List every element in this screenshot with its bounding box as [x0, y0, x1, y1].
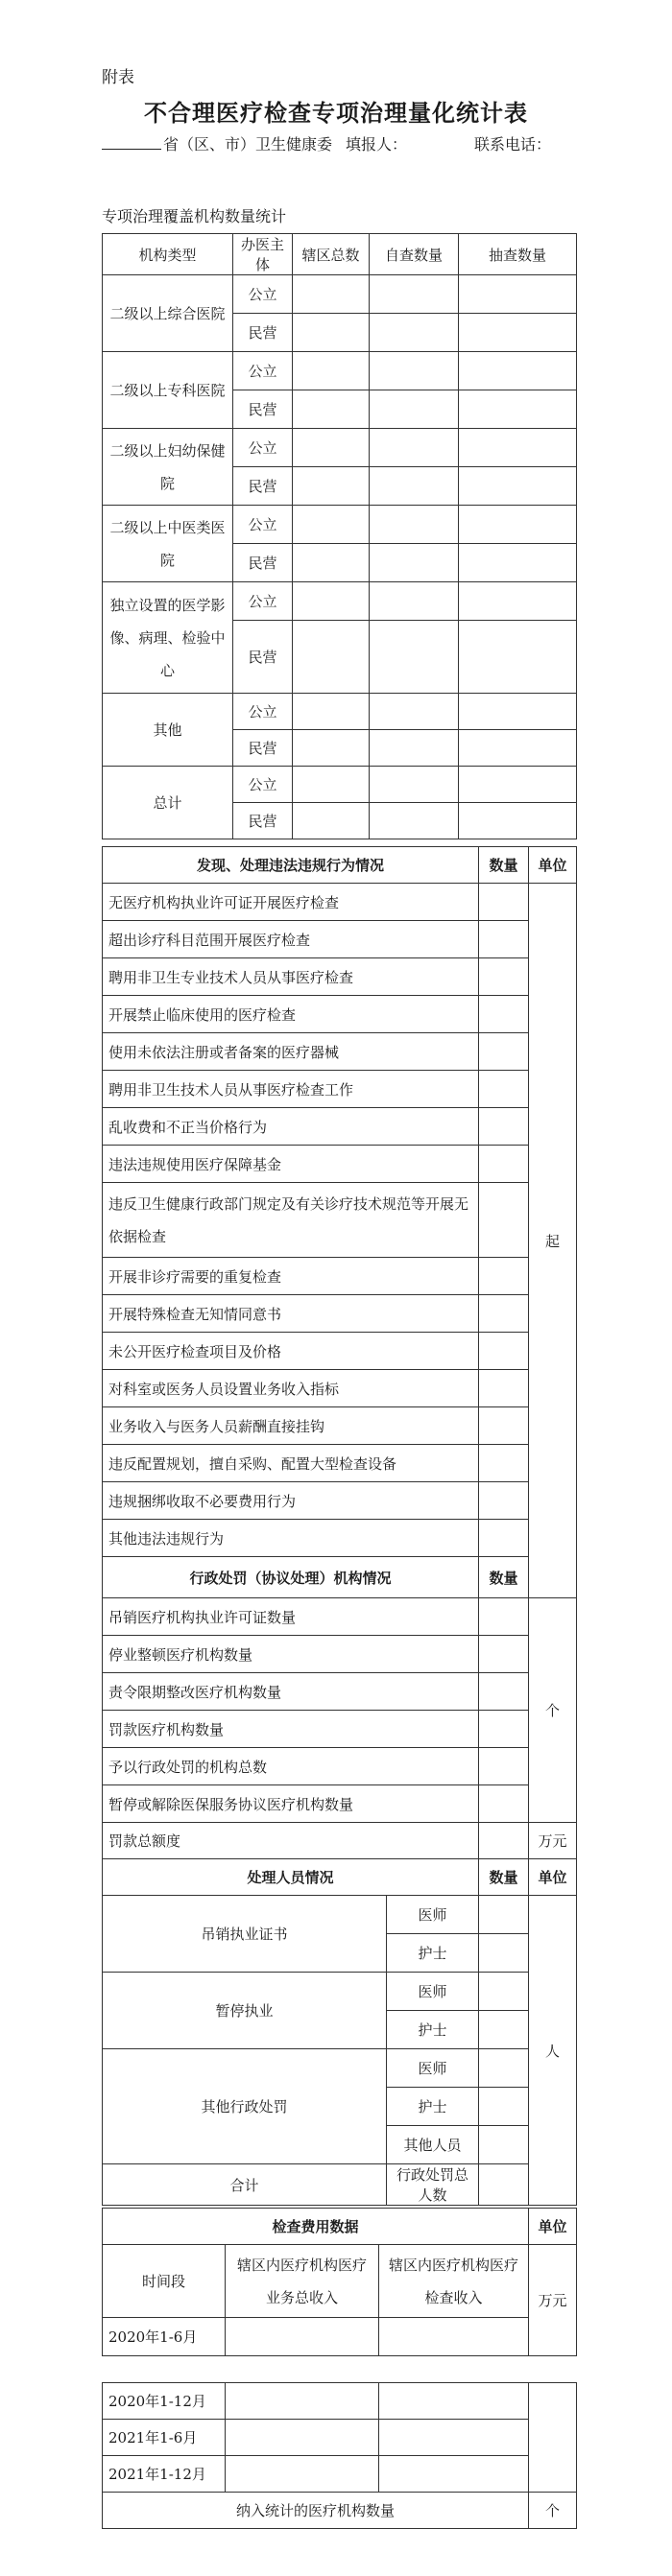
violation-item: 开展禁止临床使用的医疗检查: [103, 996, 479, 1033]
qty-cell[interactable]: [479, 1896, 529, 1934]
qty-cell[interactable]: [479, 1183, 529, 1258]
col-header-owner: 办医主体: [233, 234, 293, 275]
total-detail-label: 行政处罚总人数: [387, 2164, 479, 2206]
owner-public: 公立: [233, 275, 293, 314]
owner-public: 公立: [233, 767, 293, 803]
violation-item: 其他违法违规行为: [103, 1520, 479, 1557]
fine-total-label: 罚款总额度: [103, 1823, 479, 1859]
qty-cell[interactable]: [479, 1033, 529, 1071]
owner-private: 民营: [233, 803, 293, 839]
page-title: 不合理医疗检查专项治理量化统计表: [144, 99, 528, 127]
unit-header: 单位: [529, 2209, 577, 2245]
row-label-maternal-child: 二级以上妇幼保健院: [103, 429, 233, 506]
qty-header: 数量: [479, 847, 529, 884]
unit-header: 单位: [529, 1859, 577, 1896]
other-staff-label: 其他人员: [387, 2126, 479, 2164]
qty-cell[interactable]: [479, 1598, 529, 1636]
qty-cell[interactable]: [479, 1071, 529, 1108]
owner-private: 民营: [233, 621, 293, 694]
other-penalty-label: 其他行政处罚: [103, 2049, 387, 2164]
unit-cell-cases: 起: [529, 884, 577, 1598]
violation-item: 违规捆绑收取不必要费用行为: [103, 1482, 479, 1520]
owner-private: 民营: [233, 544, 293, 582]
row-label-independent-center: 独立设置的医学影像、病理、检验中心: [103, 582, 233, 694]
qty-cell[interactable]: [479, 1482, 529, 1520]
violation-item: 违反配置规划，擅自采购、配置大型检查设备: [103, 1445, 479, 1482]
exam-revenue-header: 辖区内医疗机构医疗检查收入: [379, 2245, 529, 2318]
col-header-spot-check: 抽查数量: [459, 234, 577, 275]
qty-cell[interactable]: [479, 884, 529, 921]
coverage-table: [102, 233, 577, 839]
reporter-label: 填报人：: [346, 135, 408, 154]
violation-item: 使用未依法注册或者备案的医疗器械: [103, 1033, 479, 1071]
col-header-total: 辖区总数: [293, 234, 370, 275]
qty-cell[interactable]: [479, 1823, 529, 1859]
total-label: 合计: [103, 2164, 387, 2206]
owner-private: 民营: [233, 390, 293, 429]
penalty-item: 责令限期整改医疗机构数量: [103, 1673, 479, 1711]
violation-item: 开展非诊疗需要的重复检查: [103, 1258, 479, 1295]
violation-item: 违反卫生健康行政部门规定及有关诊疗技术规范等开展无依据检查: [103, 1183, 479, 1258]
institution-count-unit: 个: [529, 2493, 577, 2529]
qty-cell[interactable]: [479, 1785, 529, 1823]
qty-cell[interactable]: [479, 2049, 529, 2088]
suspend-practice-label: 暂停执业: [103, 1973, 387, 2049]
qty-cell[interactable]: [479, 1146, 529, 1183]
qty-cell[interactable]: [479, 1673, 529, 1711]
qty-cell[interactable]: [479, 2164, 529, 2206]
qty-cell[interactable]: [479, 1711, 529, 1748]
qty-cell[interactable]: [479, 1407, 529, 1445]
row-label-general-hospital: 二级以上综合医院: [103, 275, 233, 352]
nurse-label: 护士: [387, 2011, 479, 2049]
qty-header: 数量: [479, 1859, 529, 1896]
violation-item: 聘用非卫生专业技术人员从事医疗检查: [103, 958, 479, 996]
institution-count-label: 纳入统计的医疗机构数量: [103, 2493, 529, 2529]
qty-header: 数量: [479, 1557, 529, 1598]
doctor-label: 医师: [387, 2049, 479, 2088]
fees-unit: 万元: [529, 2245, 577, 2356]
qty-cell[interactable]: [479, 1520, 529, 1557]
fees-header: 检查费用数据: [103, 2209, 529, 2245]
qty-cell[interactable]: [479, 2088, 529, 2126]
owner-public: 公立: [233, 429, 293, 467]
form-fill-row: [102, 132, 551, 154]
doctor-label: 医师: [387, 1896, 479, 1934]
penalty-item: 罚款医疗机构数量: [103, 1711, 479, 1748]
qty-cell[interactable]: [479, 1108, 529, 1146]
owner-public: 公立: [233, 506, 293, 544]
qty-cell[interactable]: [479, 958, 529, 996]
period-label: 2021年1-6月: [103, 2420, 226, 2456]
qty-cell[interactable]: [479, 1445, 529, 1482]
owner-private: 民营: [233, 730, 293, 767]
penalties-header: 行政处罚（协议处理）机构情况: [103, 1557, 479, 1598]
fine-unit: 万元: [529, 1823, 577, 1859]
province-blank[interactable]: [102, 135, 161, 150]
owner-public: 公立: [233, 694, 293, 730]
col-header-self-check: 自查数量: [370, 234, 459, 275]
appendix-label: 附表: [102, 68, 134, 87]
qty-cell[interactable]: [479, 2126, 529, 2164]
qty-cell[interactable]: [479, 2011, 529, 2049]
violation-item: 对科室或医务人员设置业务收入指标: [103, 1370, 479, 1407]
col-header-type: 机构类型: [103, 234, 233, 275]
violation-item: 未公开医疗检查项目及价格: [103, 1333, 479, 1370]
owner-private: 民营: [233, 314, 293, 352]
penalty-item: 暂停或解除医保服务协议医疗机构数量: [103, 1785, 479, 1823]
violation-item: 超出诊疗科目范围开展医疗检查: [103, 921, 479, 958]
owner-private: 民营: [233, 467, 293, 506]
violation-item: 业务收入与医务人员薪酬直接挂钩: [103, 1407, 479, 1445]
violation-item: 无医疗机构执业许可证开展医疗检查: [103, 884, 479, 921]
row-label-other: 其他: [103, 694, 233, 767]
qty-cell[interactable]: [479, 1973, 529, 2011]
qty-cell[interactable]: [479, 1934, 529, 1973]
unit-header: 单位: [529, 847, 577, 884]
penalty-item: 停业整顿医疗机构数量: [103, 1636, 479, 1673]
violation-item: 乱收费和不正当价格行为: [103, 1108, 479, 1146]
row-label-total: 总计: [103, 767, 233, 839]
qty-cell[interactable]: [479, 921, 529, 958]
row-label-tcm-hospital: 二级以上中医类医院: [103, 506, 233, 582]
revoke-license-label: 吊销执业证书: [103, 1896, 387, 1973]
row-label-specialty-hospital: 二级以上专科医院: [103, 352, 233, 429]
penalty-item: 予以行政处罚的机构总数: [103, 1748, 479, 1785]
total-revenue-header: 辖区内医疗机构医疗业务总收入: [226, 2245, 379, 2318]
qty-cell[interactable]: [479, 1636, 529, 1673]
qty-cell[interactable]: [479, 1258, 529, 1295]
phone-label: 联系电话：: [474, 135, 552, 154]
violation-item: 开展特殊检查无知情同意书: [103, 1295, 479, 1333]
coverage-section-title: 专项治理覆盖机构数量统计: [102, 207, 287, 225]
violations-header: 发现、处理违法违规行为情况: [103, 847, 479, 884]
period-header: 时间段: [103, 2245, 226, 2318]
qty-cell[interactable]: [479, 1295, 529, 1333]
nurse-label: 护士: [387, 2088, 479, 2126]
violation-item: 违法违规使用医疗保障基金: [103, 1146, 479, 1183]
period-label: 2020年1-12月: [103, 2383, 226, 2420]
nurse-label: 护士: [387, 1934, 479, 1973]
period-label: 2021年1-12月: [103, 2456, 226, 2493]
qty-cell[interactable]: [479, 996, 529, 1033]
violations-table: [102, 846, 577, 2206]
personnel-header: 处理人员情况: [103, 1859, 479, 1896]
unit-cell-institutions: 个: [529, 1598, 577, 1823]
violation-item: 聘用非卫生技术人员从事医疗检查工作: [103, 1071, 479, 1108]
doctor-label: 医师: [387, 1973, 479, 2011]
qty-cell[interactable]: [479, 1370, 529, 1407]
owner-public: 公立: [233, 352, 293, 390]
owner-public: 公立: [233, 582, 293, 621]
province-suffix: 省（区、市）卫生健康委: [163, 135, 333, 154]
qty-cell[interactable]: [479, 1333, 529, 1370]
fees-table: [102, 2208, 577, 2529]
unit-cell-persons: 人: [529, 1896, 577, 2206]
qty-cell[interactable]: [479, 1748, 529, 1785]
penalty-item: 吊销医疗机构执业许可证数量: [103, 1598, 479, 1636]
period-label: 2020年1-6月: [103, 2318, 226, 2356]
